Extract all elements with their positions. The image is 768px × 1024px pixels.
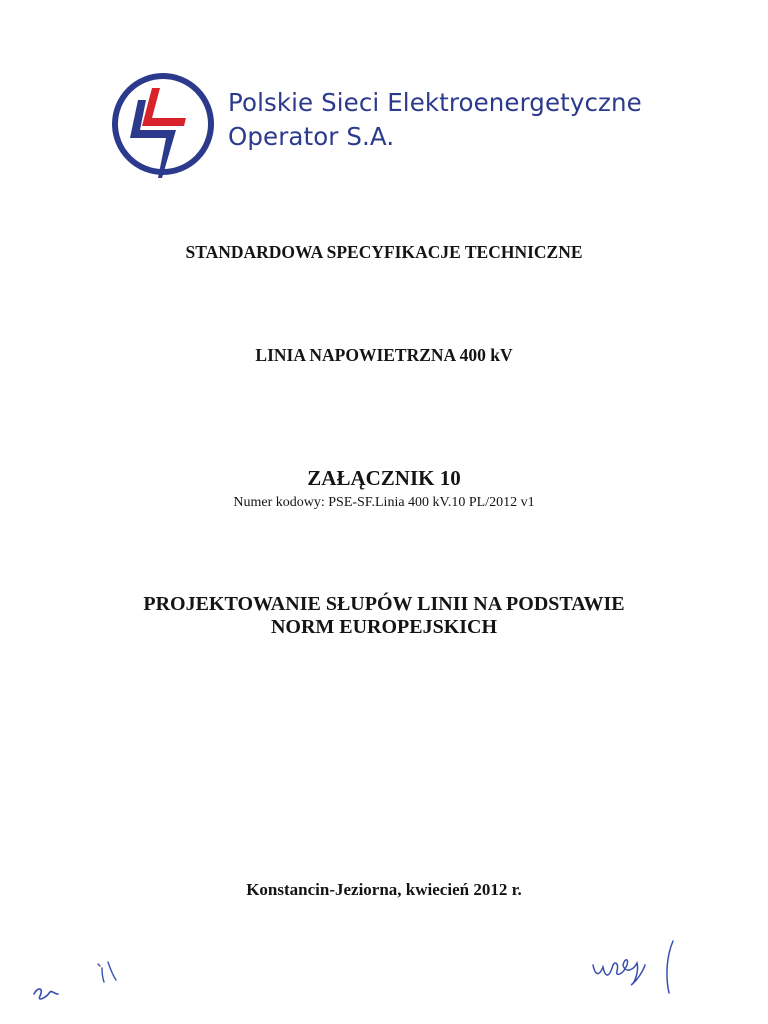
subject-title-line1: PROJEKTOWANIE SŁUPÓW LINII NA PODSTAWIE <box>143 593 625 615</box>
document-code: Numer kodowy: PSE-SF.Linia 400 kV.10 PL/2012 v1 <box>233 495 535 510</box>
spec-title: STANDARDOWA SPECYFIKACJE TECHNICZNE <box>185 242 583 262</box>
signature-right-icon <box>585 935 695 1000</box>
company-name-line2: Operator S.A. <box>228 122 395 151</box>
subject-title <box>0 593 768 639</box>
pse-logo-icon <box>108 70 218 185</box>
signature-left-icon <box>28 950 148 1010</box>
company-name <box>228 86 642 154</box>
place-date: Konstancin-Jeziorna, kwiecień 2012 r. <box>246 880 522 899</box>
annex-title: ZAŁĄCZNIK 10 <box>307 466 461 490</box>
subject-title-line2: NORM EUROPEJSKICH <box>270 616 498 638</box>
line-title: LINIA NAPOWIETRZNA 400 kV <box>255 345 513 365</box>
company-name-line1: Polskie Sieci Elektroenergetyczne <box>228 88 642 117</box>
